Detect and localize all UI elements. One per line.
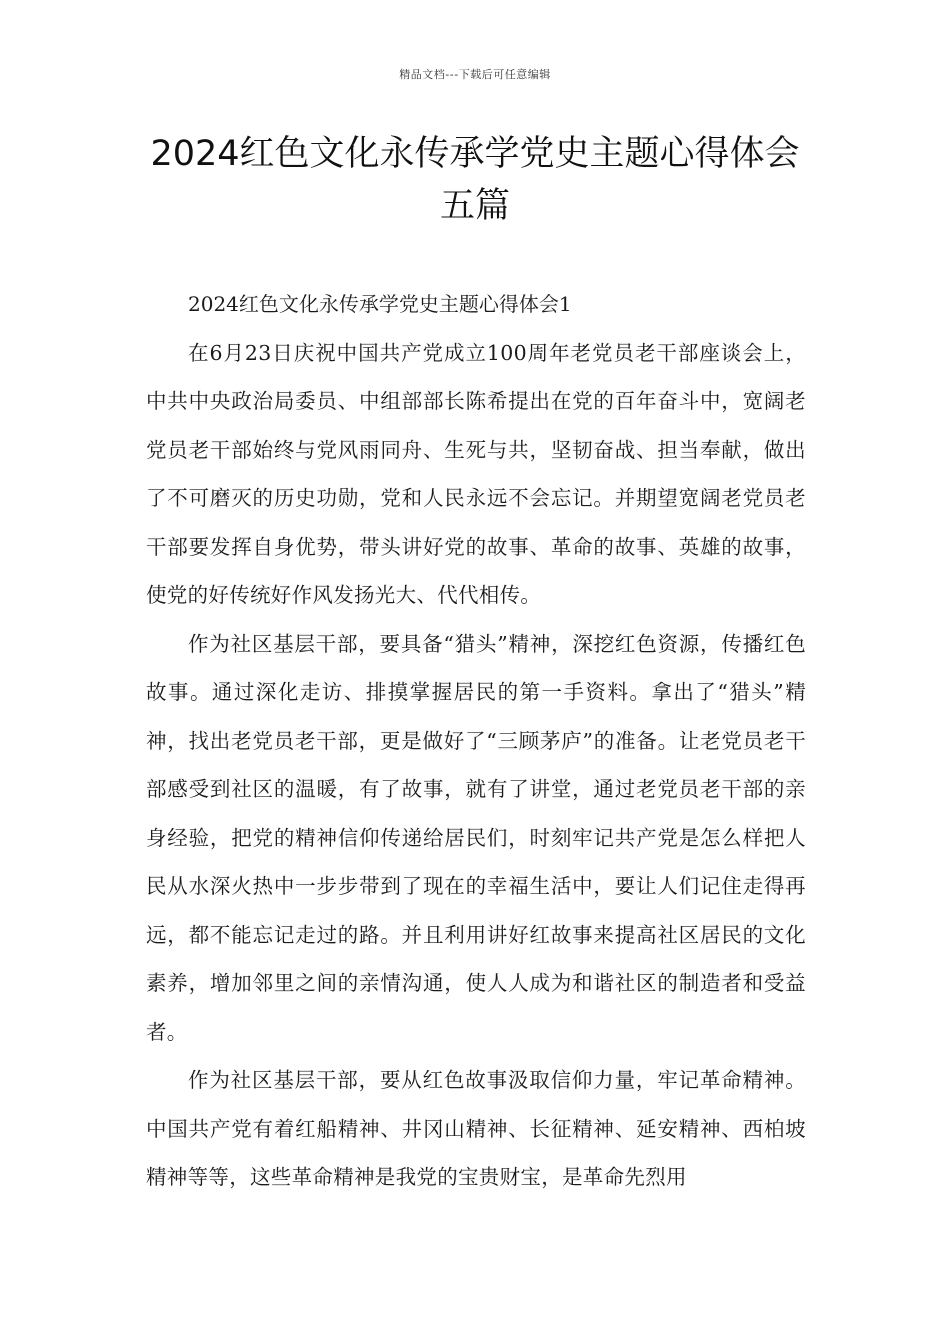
header-note: 精品文档---下载后可任意编辑	[399, 68, 551, 81]
document-body	[146, 280, 806, 1202]
document-title: 2024红色文化永传承学党史主题心得体会五篇	[150, 134, 800, 226]
section-heading: 2024红色文化永传承学党史主题心得体会1	[188, 292, 572, 316]
paragraph-1: 在6月23日庆祝中国共产党成立100周年老党员老干部座谈会上，中共中央政治局委员、中组部部长陈希提出在党的百年奋斗中，宽阔老党员老干部始终与党风雨同舟、生死与共，坚韧奋战、担当奉献，做出了不可磨灭的历史功勋，党和人民永远不会忘记。并期望宽阔老党员老干部要发挥自身优势，带头讲好党的故事、革命的故事、英雄的故事，使党的好传统好作风发扬光大、代代相传。	[146, 340, 806, 607]
paragraph-3: 作为社区基层干部，要从红色故事汲取信仰力量，牢记革命精神。中国共产党有着红船精神、井冈山精神、长征精神、延安精神、西柏坡精神等等，这些革命精神是我党的宝贵财宝，是革命先烈用	[146, 1068, 806, 1189]
paragraph-2: 作为社区基层干部，要具备“猎头”精神，深挖红色资源，传播红色故事。通过深化走访、排摸掌握居民的第一手资料。拿出了“猎头”精神，找出老党员老干部，更是做好了“三顾茅庐”的准备。让老党员老干部感受到社区的温暖，有了故事，就有了讲堂，通过老党员老干部的亲身经验，把党的精神信仰传递给居民们，时刻牢记共产党是怎么样把人民从水深火热中一步步带到了现在的幸福生活中，要让人们记住走得再远，都不能忘记走过的路。并且利用讲好红故事来提高社区居民的文化素养，增加邻里之间的亲情沟通，使人人成为和谐社区的制造者和受益者。	[146, 631, 806, 1044]
